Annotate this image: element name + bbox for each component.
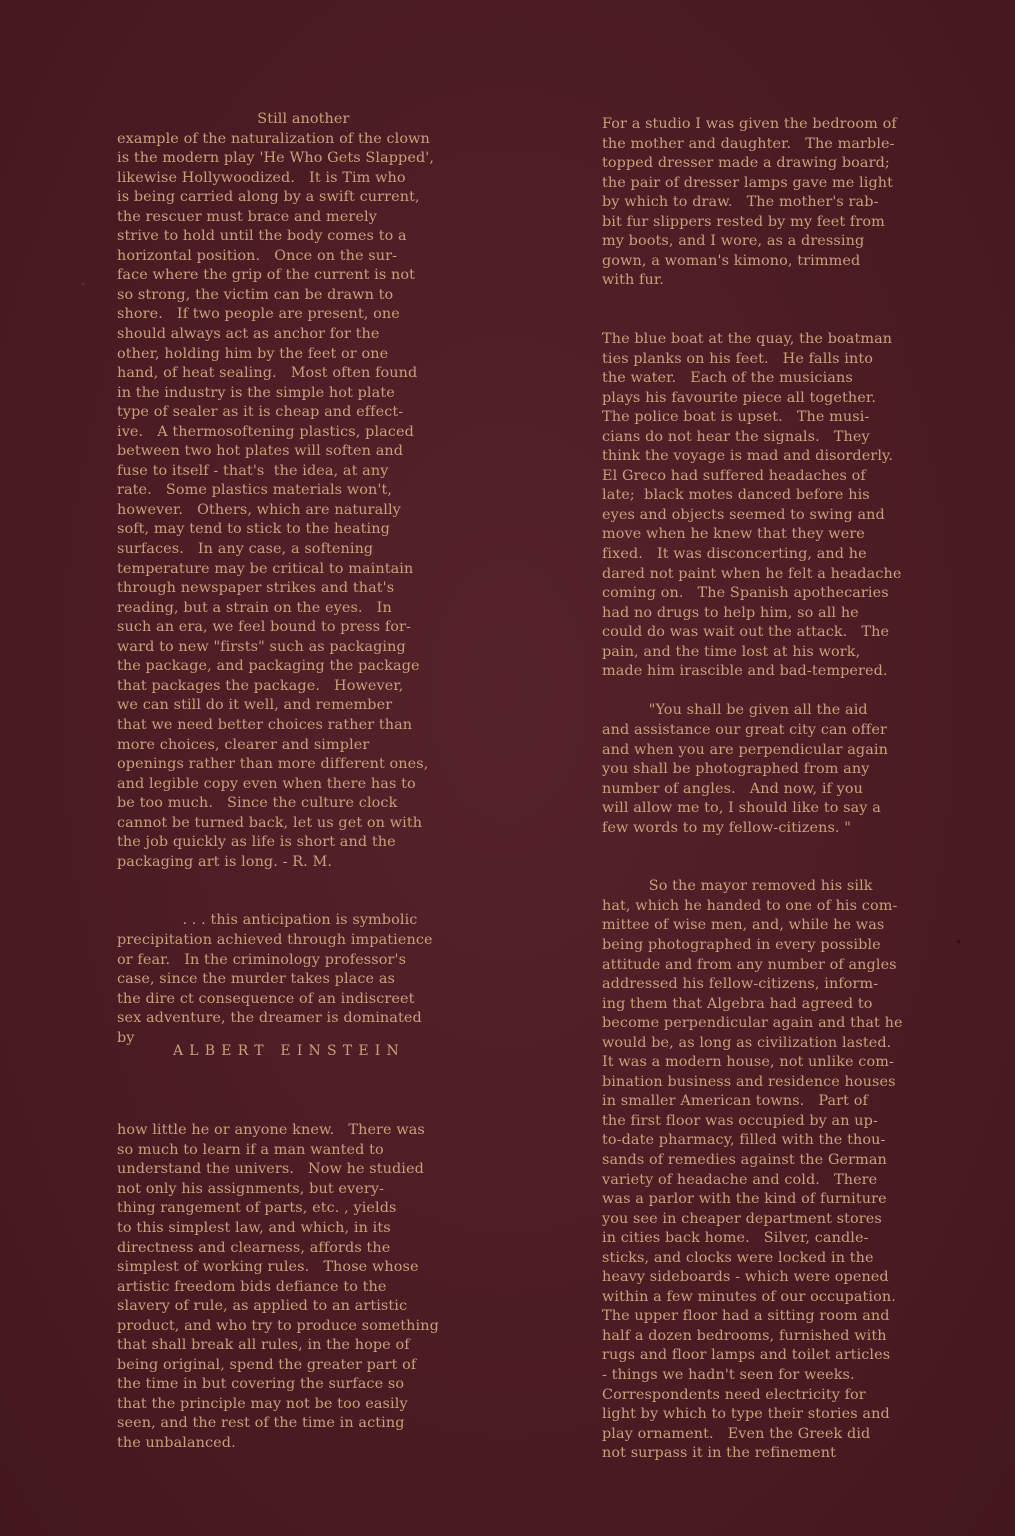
text-line: the dire ct consequence of an indiscreet — [117, 990, 415, 1007]
text-line: the time in but covering the surface so — [117, 1376, 405, 1393]
text-line: For a studio I was given the bedroom of — [602, 116, 897, 132]
text-line: how little he or anyone knew. There was — [117, 1122, 425, 1139]
text-line: that we need better choices rather than — [117, 716, 413, 733]
text-line: could do was wait out the attack. The — [602, 624, 890, 641]
text-line: the mother and daughter. The marble- — [602, 135, 895, 152]
text-line: by which to draw. The mother's rab- — [602, 194, 879, 211]
text-line: heavy sideboards - which were opened — [602, 1269, 889, 1286]
text-line: not only his assignments, but every- — [117, 1180, 385, 1197]
text-line: and when you are perpendicular again — [602, 741, 888, 758]
text-line: few words to my fellow-citizens. " — [602, 819, 851, 836]
text-line: move when he knew that they were — [602, 526, 865, 543]
text-line: within a few minutes of our occupation. — [602, 1288, 896, 1305]
text-line: so much to learn if a man wanted to — [117, 1141, 384, 1158]
text-line: would be, as long as civilization lasted. — [602, 1034, 892, 1051]
text-line: we can still do it well, and remember — [117, 697, 393, 714]
text-line: through newspaper strikes and that's — [117, 580, 395, 597]
text-line: half a dozen bedrooms, furnished with — [602, 1327, 887, 1344]
text-line: strive to hold until the body comes to a — [117, 228, 407, 245]
text-line: is the modern play 'He Who Gets Slapped', — [117, 150, 435, 167]
text-line: surfaces. In any case, a softening — [117, 541, 374, 558]
text-line: pain, and the time lost at his work, — [602, 643, 861, 660]
text-line: directness and clearness, affords the — [117, 1239, 391, 1256]
right-block-3 — [602, 701, 932, 838]
text-line: my boots, and I wore, as a dressing — [602, 233, 865, 250]
text-line: is being carried along by a swift current, — [117, 189, 420, 206]
text-line: number of angles. And now, if you — [602, 780, 863, 797]
text-line: should always act as anchor for the — [117, 326, 380, 343]
text-line: made him irascible and bad-tempered. — [602, 663, 888, 680]
text-line: you see in cheaper department stores — [602, 1210, 882, 1227]
text-line: soft, may tend to stick to the heating — [117, 521, 390, 538]
text-line: artistic freedom bids defiance to the — [117, 1278, 387, 1295]
text-line: and legible copy even when there has to — [117, 775, 416, 792]
text-line: slavery of rule, as applied to an artistic — [117, 1298, 408, 1315]
text-line: "You shall be given all the aid — [602, 702, 868, 719]
text-line: thing rangement of parts, etc. , yields — [117, 1200, 397, 1217]
text-line: Correspondents need electricity for — [602, 1386, 866, 1403]
left-column — [117, 110, 457, 1454]
text-line: cannot be turned back, let us get on with — [117, 814, 423, 831]
text-line: coming on. The Spanish apothecaries — [602, 585, 889, 602]
text-line: horizontal position. Once on the sur- — [117, 247, 398, 264]
text-line: Still another — [117, 111, 350, 127]
text-line: understand the univers. Now he studied — [117, 1161, 424, 1178]
text-line: gown, a woman's kimono, trimmed — [602, 252, 861, 269]
text-line: not surpass it in the refinement — [602, 1445, 837, 1462]
text-line: product, and who try to produce something — [117, 1317, 439, 1334]
text-line: that shall break all rules, in the hope of — [117, 1337, 410, 1354]
paper-speck — [957, 940, 960, 943]
left-block-2 — [117, 911, 457, 1048]
text-line: late; black motes danced before his — [602, 487, 870, 504]
text-line: was a parlor with the kind of furniture — [602, 1191, 887, 1208]
text-line: seen, and the rest of the time in acting — [117, 1415, 405, 1432]
text-line: the unbalanced. — [117, 1435, 236, 1451]
text-line: think the voyage is mad and disorderly. — [602, 448, 894, 465]
text-line: It was a modern house, not unlike com- — [602, 1054, 894, 1071]
text-line: El Greco had suffered headaches of — [602, 467, 866, 484]
text-line: ward to new "firsts" such as packaging — [117, 638, 406, 655]
text-line: sex adventure, the dreamer is dominated — [117, 1010, 422, 1027]
paper-speck — [82, 283, 84, 285]
text-line: to this simplest law, and which, in its — [117, 1219, 391, 1236]
text-line: The upper floor had a sitting room and — [602, 1308, 890, 1325]
right-block-2 — [602, 330, 932, 682]
text-line: the pair of dresser lamps gave me light — [602, 174, 894, 191]
text-line: attitude and from any number of angles — [602, 956, 897, 973]
text-line: hand, of heat sealing. Most often found — [117, 365, 418, 382]
text-line: or fear. In the criminology professor's — [117, 951, 407, 968]
text-line: the water. Each of the musicians — [602, 370, 853, 387]
text-line: likewise Hollywoodized. It is Tim who — [117, 169, 406, 186]
text-line: light by which to type their stories and — [602, 1406, 890, 1423]
text-line: cians do not hear the signals. They — [602, 428, 870, 445]
text-line: rugs and floor lamps and toilet articles — [602, 1347, 891, 1364]
text-line: openings rather than more different ones, — [117, 756, 429, 773]
text-line: packaging art is long. - R. M. — [117, 853, 333, 870]
text-line: more choices, clearer and simpler — [117, 736, 370, 753]
text-line: the rescuer must brace and merely — [117, 208, 377, 225]
text-line: shore. If two people are present, one — [117, 306, 400, 323]
text-line: that the principle may not be too easily — [117, 1395, 408, 1412]
text-line: face where the grip of the current is not — [117, 267, 416, 284]
text-line: being original, spend the greater part of — [117, 1356, 417, 1373]
text-line: had no drugs to help him, so all he — [602, 604, 859, 621]
text-line: dared not paint when he felt a headache — [602, 565, 902, 582]
text-line: simplest of working rules. Those whose — [117, 1259, 419, 1276]
text-line: addressed his fellow-citizens, inform- — [602, 976, 879, 993]
text-line: in the industry is the simple hot plate — [117, 384, 395, 401]
text-line: variety of headache and cold. There — [602, 1171, 878, 1188]
text-line: eyes and objects seemed to swing and — [602, 506, 885, 523]
text-line: The police boat is upset. The musi- — [602, 409, 870, 426]
text-line: being photographed in every possible — [602, 936, 881, 953]
text-line: however. Others, which are naturally — [117, 501, 401, 518]
text-line: and assistance our great city can offer — [602, 721, 887, 738]
text-line: bination business and residence houses — [602, 1073, 896, 1090]
text-line: mittee of wise men, and, while he was — [602, 917, 885, 934]
text-line: So the mayor removed his silk — [602, 878, 873, 895]
text-line: other, holding him by the feet or one — [117, 345, 389, 362]
text-line: rate. Some plastics materials won't, — [117, 482, 393, 499]
text-line: play ornament. Even the Greek did — [602, 1425, 871, 1442]
text-line: by — [117, 1029, 135, 1046]
text-line: in smaller American towns. Part of — [602, 1093, 868, 1110]
text-line: ties planks on his feet. He falls into — [602, 350, 874, 367]
text-line: temperature may be critical to maintain — [117, 560, 414, 577]
text-line: that packages the package. However, — [117, 677, 404, 694]
text-line: sands of remedies against the German — [602, 1151, 887, 1168]
section-heading: ALBERT EINSTEIN — [173, 1043, 405, 1059]
text-line: the first floor was occupied by an up- — [602, 1112, 878, 1129]
text-line: fixed. It was disconcerting, and he — [602, 546, 867, 563]
text-line: will allow me to, I should like to say a — [602, 800, 881, 817]
left-block-3 — [117, 1121, 457, 1453]
text-line: ive. A thermosoftening plastics, placed — [117, 423, 414, 440]
text-line: between two hot plates will soften and — [117, 443, 404, 460]
text-line: reading, but a strain on the eyes. In — [117, 599, 392, 616]
text-line: such an era, we feel bound to press for- — [117, 619, 411, 636]
text-line: be too much. Since the culture clock — [117, 795, 398, 812]
text-line: you shall be photographed from any — [602, 761, 870, 778]
text-line: type of sealer as it is cheap and effect- — [117, 404, 404, 421]
text-line: . . . this anticipation is symbolic — [117, 912, 418, 929]
text-line: plays his favourite piece all together. — [602, 389, 876, 406]
right-block-1 — [602, 115, 932, 291]
text-line: fuse to itself - that's the idea, at any — [117, 462, 389, 479]
text-line: with fur. — [602, 272, 664, 289]
text-line: in cities back home. Silver, candle- — [602, 1230, 869, 1247]
text-line: precipitation achieved through impatience — [117, 931, 433, 948]
text-line: case, since the murder takes place as — [117, 971, 395, 988]
left-block-1 — [117, 110, 457, 872]
text-line: bit fur slippers rested by my feet from — [602, 213, 885, 230]
right-column — [602, 115, 932, 1464]
text-line: The blue boat at the quay, the boatman — [602, 331, 893, 348]
text-line: hat, which he handed to one of his com- — [602, 897, 898, 914]
text-line: example of the naturalization of the clown — [117, 130, 430, 147]
text-line: so strong, the victim can be drawn to — [117, 286, 394, 303]
text-line: the package, and packaging the package — [117, 658, 420, 675]
right-block-4 — [602, 877, 932, 1463]
text-line: to-date pharmacy, filled with the thou- — [602, 1132, 886, 1149]
text-line: - things we hadn't seen for weeks. — [602, 1367, 855, 1383]
text-line: sticks, and clocks were locked in the — [602, 1249, 874, 1266]
text-line: the job quickly as life is short and the — [117, 834, 396, 851]
text-line: topped dresser made a drawing board; — [602, 155, 890, 172]
text-line: ing them that Algebra had agreed to — [602, 995, 873, 1012]
text-line: become perpendicular again and that he — [602, 1015, 903, 1032]
